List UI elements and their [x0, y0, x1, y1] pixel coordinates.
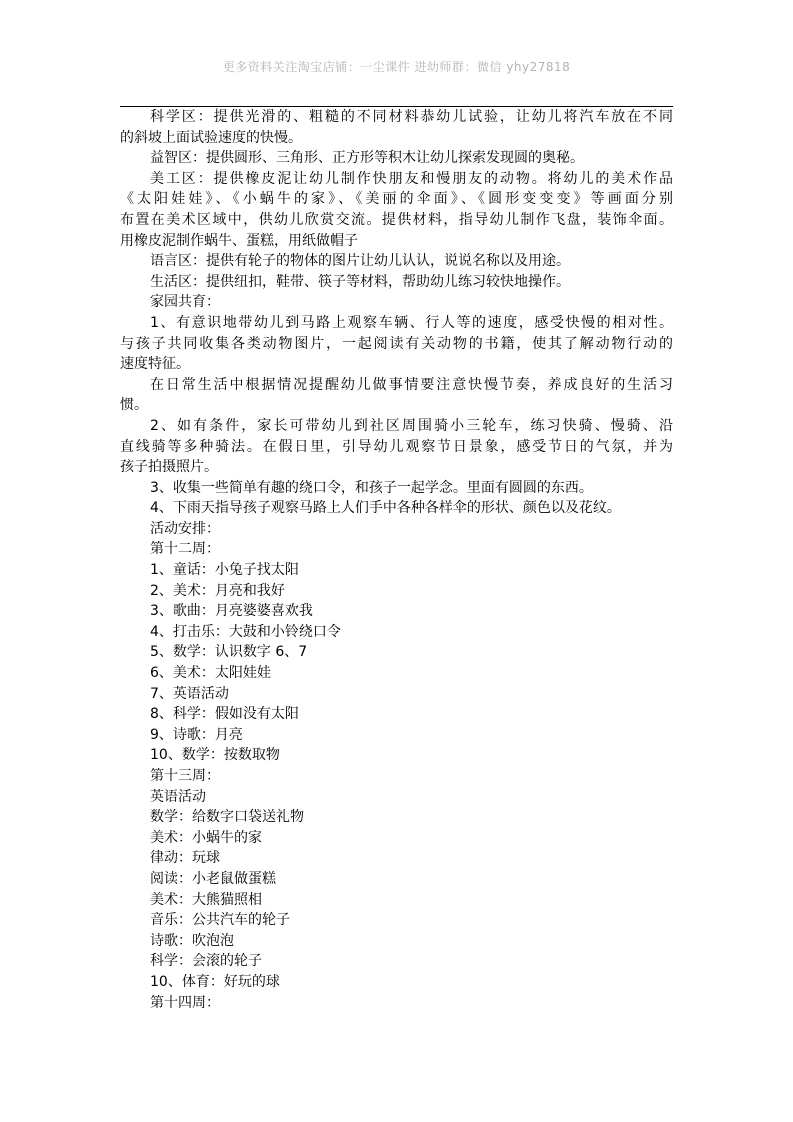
section-heading: 活动安排： — [150, 520, 220, 537]
list-item: 8、科学：假如没有太阳 — [150, 706, 299, 723]
week-heading: 第十二周： — [150, 541, 220, 558]
paragraph-line: 速度特征。 — [120, 356, 190, 373]
paragraph-line: 语言区：提供有轮子的物体的图片让幼儿认认，说说名称以及用途。 — [150, 253, 570, 270]
list-item: 数学：给数字口袋送礼物 — [150, 809, 304, 826]
list-item: 9、诗歌：月亮 — [150, 726, 243, 743]
paragraph-line: 科学区：提供光滑的、粗糙的不同材料恭幼儿试验，让幼儿将汽车放在不同 — [150, 109, 673, 125]
week-heading: 第十三周： — [150, 768, 220, 784]
list-item: 4、打击乐：大鼓和小铃绕口令 — [150, 623, 341, 640]
paragraph-line: 《太阳娃娃》、《小蜗牛的家》、《美丽的伞面》、《圆形变变变》等画面分别 — [120, 191, 673, 208]
paragraph-line: 布置在美术区域中，供幼儿欣赏交流。提供材料，指导幼儿制作飞盘，装饰伞面。 — [120, 211, 673, 228]
paragraph-line: 直线骑等多种骑法。在假日里，引导幼儿观察节日景象，感受节日的气氛，并为 — [120, 438, 673, 455]
section-heading: 家园共育： — [150, 294, 220, 311]
paragraph-line: 4、下雨天指导孩子观察马路上人们手中各种各样伞的形状、颜色以及花纹。 — [150, 500, 621, 517]
list-item: 6、美术：太阳娃娃 — [150, 665, 271, 682]
list-item: 诗歌：吹泡泡 — [150, 932, 234, 949]
paragraph-line: 在日常生活中根据情况提醒幼儿做事情要注意快慢节奏，养成良好的生活习 — [150, 376, 673, 393]
list-item: 2、美术：月亮和我好 — [150, 582, 285, 599]
list-item: 10、数学：按数取物 — [150, 747, 280, 764]
paragraph-line: 美工区：提供橡皮泥让幼儿制作快朋友和慢朋友的动物。将幼儿的美术作品 — [150, 170, 673, 187]
list-item: 3、歌曲：月亮婆婆喜欢我 — [150, 603, 313, 620]
paragraph-line: 3、收集一些简单有趣的绕口令，和孩子一起学念。里面有圆圆的东西。 — [150, 479, 593, 496]
paragraph-line: 益智区：提供圆形、三角形、正方形等积木让幼儿探索发现圆的奥秘。 — [150, 150, 584, 167]
paragraph-line: 用橡皮泥制作蜗牛、蛋糕，用纸做帽子 — [120, 232, 358, 249]
paragraph-line: 1、有意识地带幼儿到马路上观察车辆、行人等的速度，感受快慢的相对性。 — [150, 314, 673, 331]
paragraph-line: 生活区：提供纽扣，鞋带、筷子等材料，帮助幼儿练习较快地操作。 — [150, 273, 570, 290]
list-item: 律动：玩球 — [150, 850, 220, 867]
list-item: 10、体育：好玩的球 — [150, 973, 280, 990]
list-item: 音乐：公共汽车的轮子 — [150, 912, 290, 929]
list-item: 阅读：小老鼠做蛋糕 — [150, 870, 276, 887]
list-item: 7、英语活动 — [150, 685, 229, 702]
page-header-watermark: 更多资料关注淘宝店铺：一尘课件 进幼师群：微信 yhy27818 — [222, 60, 571, 74]
list-item: 美术：大熊猫照相 — [150, 891, 262, 908]
paragraph-line: 的斜坡上面试验速度的快慢。 — [120, 129, 302, 146]
paragraph-line: 2、如有条件，家长可带幼儿到社区周围骑小三轮车，练习快骑、慢骑、沿 — [150, 417, 673, 434]
list-item: 英语活动 — [150, 788, 206, 805]
list-item: 5、数学：认识数字 6、7 — [150, 644, 308, 661]
paragraph-line: 与孩子共同收集各类动物图片，一起阅读有关动物的书籍，使其了解动物行动的 — [120, 335, 673, 352]
list-item: 1、童话：小兔子找太阳 — [150, 562, 299, 579]
week-heading: 第十四周： — [150, 994, 220, 1011]
list-item: 美术：小蜗牛的家 — [150, 829, 262, 846]
document-body — [120, 107, 673, 1013]
list-item: 科学：会滚的轮子 — [150, 953, 262, 970]
paragraph-line: 孩子拍摄照片。 — [120, 459, 218, 476]
paragraph-line: 惯。 — [120, 397, 148, 414]
